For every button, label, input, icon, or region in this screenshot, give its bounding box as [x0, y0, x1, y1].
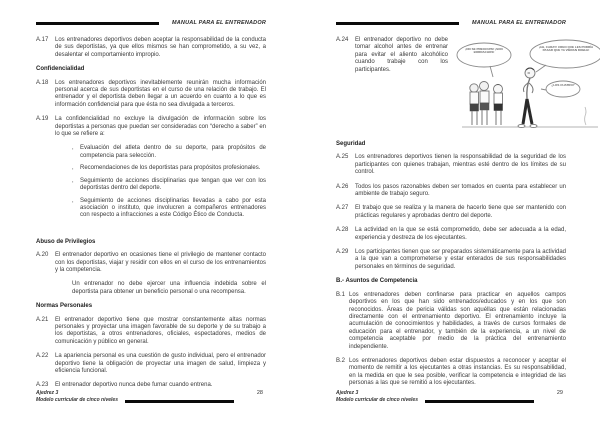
paragraph-label: A.21	[36, 316, 49, 323]
paragraph-text: Seguimiento de acciones disciplinarias que tengan que ver con los deportistas dentro del deporte.	[80, 177, 266, 192]
page-footer	[36, 390, 266, 404]
page-number: 28	[256, 390, 263, 396]
footer-book-title: Ajedrez 3	[336, 390, 359, 396]
paragraph-a24	[336, 37, 448, 74]
bullet-marker-icon: ▪	[72, 166, 74, 172]
paragraph-text: Recomendaciones de los deportistas para propósitos profesionales.	[80, 165, 261, 172]
paragraph-label: A.29	[336, 249, 349, 256]
paragraph	[336, 205, 566, 220]
paragraph-label: A.20	[36, 252, 49, 259]
paragraph-text: El entrenador deportivo no debe tomar alcohol antes de entrenar para evitar el aliento alcohólico cuando trabaje con los participantes.	[355, 37, 448, 73]
paragraph-text: Los entrenadores deportivos inevitablemente reunirán mucha información personal acerca de sus deportistas en el curso de una relación de trabajo. El entrenador y el deportista deben llegar a un acuerdo en cuanto a lo que es información confidencial para que ésta no sea divulgada a terceros.	[55, 79, 266, 108]
paragraph-label: A.24	[336, 37, 349, 43]
sub-paragraph	[72, 281, 266, 296]
paragraph-label: B.1	[336, 291, 346, 298]
paragraph-text: Los entrenadores deportivos deben aceptar la responsabilidad de la conducta de sus deportistas, ya que ellos mismos se han comprometido, a su vez, a desalentar el comportamiento impropio.	[55, 37, 266, 58]
paragraph-text: La actividad en la que se está comprometido, debe ser adecuada a la edad, experiencia y destreza de los ejecutantes.	[355, 227, 566, 241]
page-header	[36, 0, 266, 26]
paragraph-text: La confidencialidad no excluye la divulgación de información sobre los deportistas a personas que puedan ser consideradas con “derecho a saber” en lo que se refiere a:	[55, 116, 266, 138]
footer-book-subtitle: Modelo curricular de cinco niveles	[336, 396, 418, 403]
footer-book-title: Ajedrez 3	[36, 390, 59, 396]
paragraph	[336, 184, 566, 199]
paragraph-text: Seguimiento de acciones disciplinarias llevadas a cabo por esta asociación o instituto, que involucren a compañeros entrenadores con respecto a infracciones a este Código Ético de Conducta.	[80, 197, 266, 219]
paragraph-text: Un entrenador no debe ejercer una influencia indebida sobre el deportista para obtener un beneficio personal o una recompensa.	[72, 281, 266, 295]
page-left-content	[36, 37, 266, 390]
bullet-item	[72, 178, 266, 193]
footer-rule	[425, 400, 534, 403]
footer-book-info	[36, 390, 118, 403]
paragraph-text: El entrenador deportivo en ocasiones tiene el privilegio de mantener contacto con los deportistas, viajar y residir con ellos en el curso de los entrenamientos y la competencia.	[55, 252, 266, 273]
paragraph-text: Los entrenadores deportivos deben estar dispuestos a reconocer y aceptar el momento de remitir a los ejecutantes a otras instancias. Es su responsabilidad, en la medida en que le sea posible, verificar la competencia e integridad de las personas a las que se remitió a los ejecutantes.	[349, 357, 566, 387]
paragraph-label: A.25	[336, 154, 349, 161]
paragraph-label: A.26	[336, 183, 349, 190]
section-heading: Seguridad	[336, 141, 366, 147]
paragraph	[36, 382, 266, 389]
footer-rule	[125, 400, 234, 403]
paragraph-label: A.18	[36, 79, 49, 86]
paragraph-text: El trabajo que se realiza y la manera de hacerlo tiene que ser mantenido con prácticas regulares y aprobadas dentro del deporte.	[355, 205, 566, 219]
paragraph-label: A.27	[336, 205, 349, 212]
header-title: MANUAL PARA EL ENTRENADOR	[471, 20, 566, 26]
paragraph	[336, 154, 566, 176]
bullet-item	[72, 198, 266, 220]
paragraph-label: B.2	[336, 357, 346, 364]
page-right-blocks	[336, 141, 566, 388]
paragraph	[336, 249, 566, 271]
header-rule	[36, 22, 159, 25]
paragraph	[336, 227, 566, 242]
paragraph-text: La apariencia personal es una cuestión de gusto individual, pero el entrenador deportivo tiene la obligación de proyectar una imagen de salud, limpieza y eficiencia funcional.	[55, 353, 266, 374]
speech-bubble-coach: ¡AH, CARAY! CREO QUE LES PODRÍA PASAR QUE YA VIERAN DOBLE!	[538, 45, 594, 53]
paragraph-label: A.22	[36, 353, 49, 360]
paragraph-label: A.19	[36, 116, 49, 123]
section-heading: Abuso de Privilegios	[36, 238, 96, 245]
paragraph-text: Evaluación del atleta dentro de su deporte, para propósitos de competencia para selección.	[80, 145, 266, 159]
footer-book-subtitle: Modelo curricular de cinco niveles	[36, 396, 118, 403]
page-right	[300, 0, 600, 424]
paragraph	[36, 317, 266, 347]
section-heading: B.- Asuntos de Competencia	[336, 278, 418, 285]
paragraph	[36, 252, 266, 274]
paragraph-text: Los entrenadores deportivos tienen la responsabilidad de la seguridad de los participantes con quienes trabajan, mientras esté dentro de los límites de su control.	[355, 154, 566, 176]
paragraph-text: El entrenador deportivo tiene que mostrar constantemente altas normas personales y proyectar una imagen favorable de su deporte y de su trabajo a los deportistas, a otros entrenadores, oficiales, espectadores, medios de comunicación y público en general.	[55, 316, 266, 345]
paragraph-label: A.28	[336, 227, 349, 234]
paragraph	[36, 116, 266, 138]
section-heading: Confidencialidad	[36, 66, 85, 73]
paragraph	[36, 37, 266, 59]
paragraph	[36, 80, 266, 110]
bullet-marker-icon: ▪	[72, 146, 74, 152]
paragraph-label: A.17	[36, 37, 49, 43]
cartoon-illustration	[446, 39, 600, 134]
bullet-item	[72, 165, 266, 172]
bullet-item	[72, 145, 266, 160]
page-right-content	[336, 37, 594, 388]
page-number: 29	[556, 390, 563, 396]
paragraph	[336, 358, 566, 388]
section-heading: Normas Personales	[36, 303, 93, 310]
header-rule	[336, 22, 459, 25]
page-footer	[336, 390, 566, 404]
header-title: MANUAL PARA EL ENTRENADOR	[171, 20, 266, 26]
paragraph-text: El entrenador deportivo nunca debe fumar cuando entrena.	[55, 382, 213, 389]
footer-book-info	[336, 390, 418, 403]
spacer	[36, 225, 266, 235]
paragraph	[36, 353, 266, 375]
bullet-marker-icon: ▪	[72, 198, 74, 204]
paragraph-text: Todos los pasos razonables deben ser tomados en cuenta para establecer un ambiente de trabajo seguro.	[355, 183, 566, 198]
bullet-marker-icon: ▪	[72, 178, 74, 184]
speech-bubble-small: ¿LOS CUATRO?	[551, 83, 575, 87]
paragraph-label: A.23	[36, 382, 49, 389]
a24-with-cartoon	[336, 37, 594, 137]
speech-bubble-kids: ¡NO SE PREOCUPE! ¡SON BORRACHOS!	[465, 47, 503, 55]
page-header	[336, 0, 566, 26]
paragraph-text: Los participantes tienen que ser preparados sistemáticamente para la actividad a la que van a comprometerse y estar enterados de sus responsabilidades personales en términos de seguridad.	[355, 249, 566, 270]
paragraph-text: Los entrenadores deben confinarse para practicar en aquellos campos deportivos en los que han sido entrenados/educados y en los que son reconocidos. Áreas de pericia válidas son aquéllas que están relacionadas directamente con el entrenamiento deportivo. El entrenamiento incluye la acumulación de conocimientos y habilidades, a través de cursos formales de educación para el entrenador, y también de la experiencia, a un nivel de competencia aceptable por medio de la práctica del entrenamiento independiente.	[349, 291, 566, 350]
paragraph	[336, 292, 566, 351]
